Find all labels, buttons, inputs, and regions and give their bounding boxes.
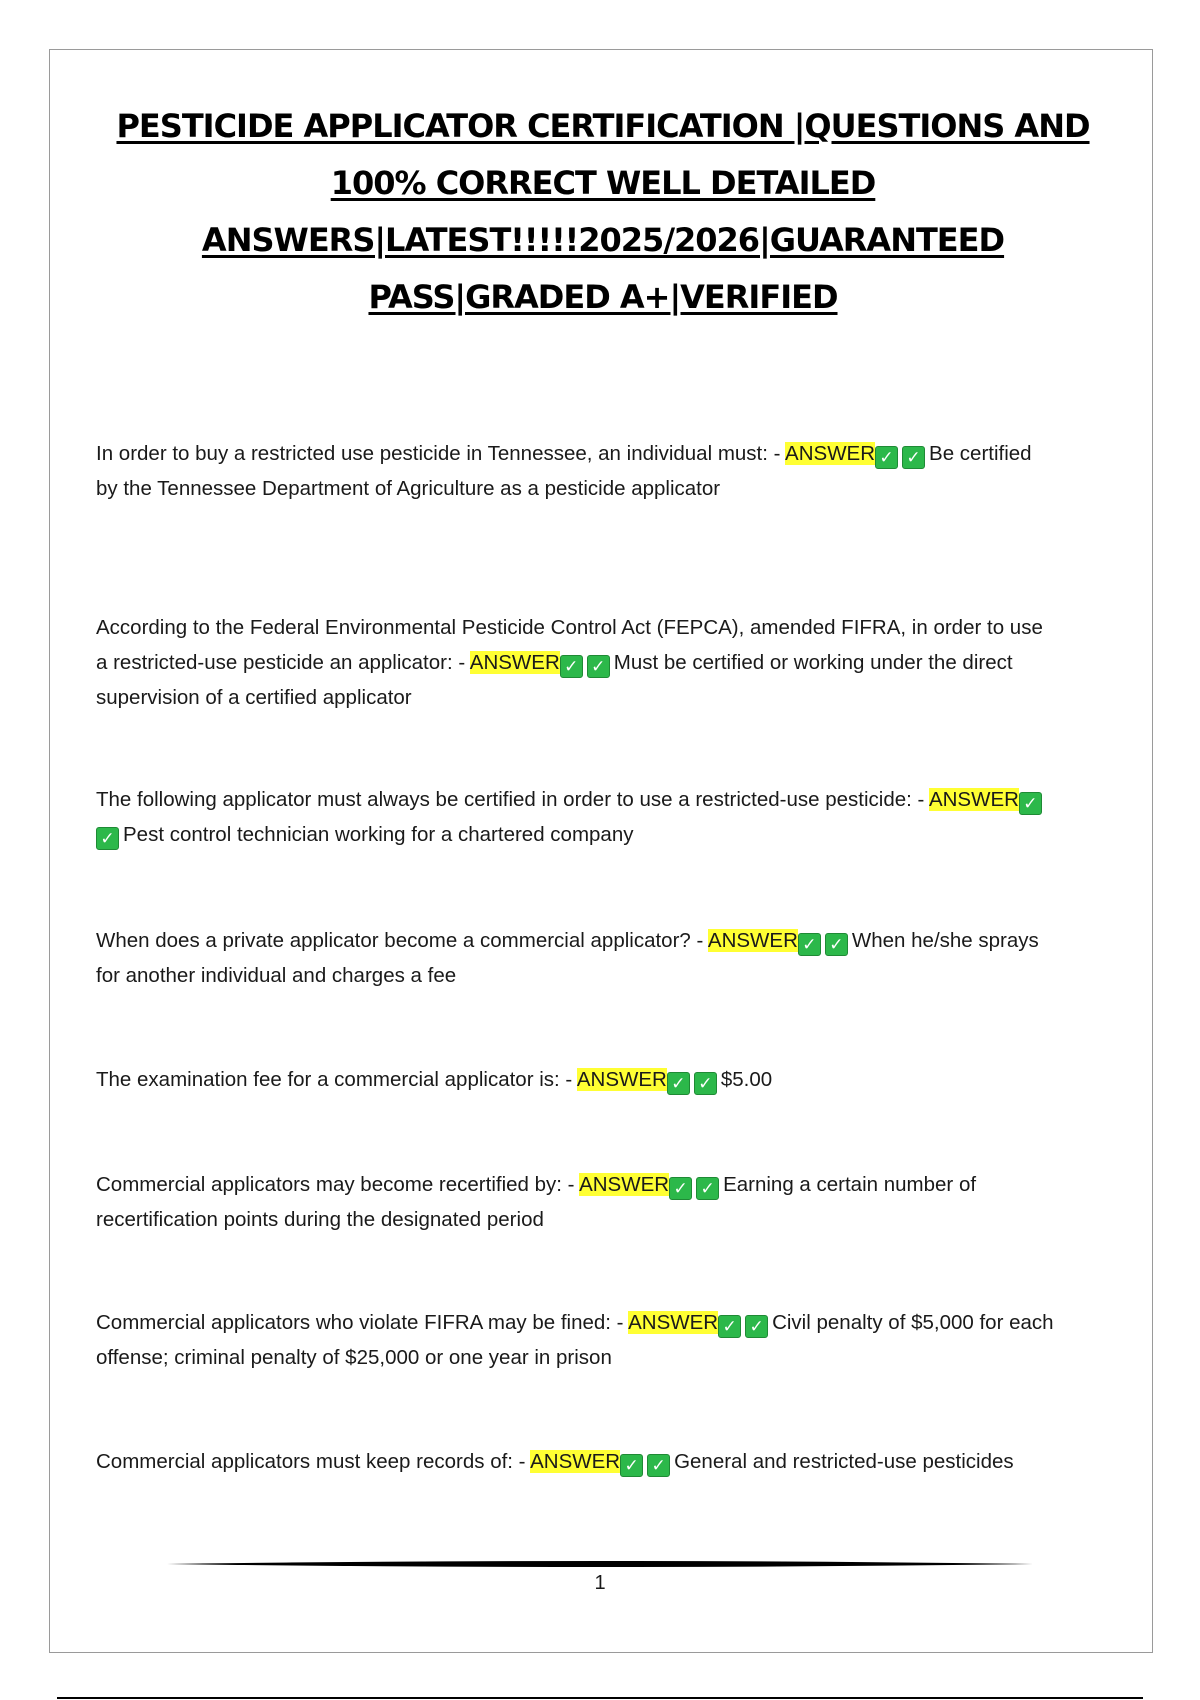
question-text: The following applicator must always be certified in order to use a restricted-use pesticide: - [96, 788, 925, 811]
answer-text: $5.00 [720, 1068, 773, 1091]
answer-text: Must be certified or working under the direct supervision of a certified applicator [96, 651, 1013, 709]
qa-item [96, 436, 1056, 506]
answer-text: Earning a certain number of recertification points during the designated period [96, 1173, 977, 1231]
answer-label: ANSWER [928, 788, 1019, 811]
check-mark-icon: ✓ [587, 655, 610, 678]
qa-item [96, 1062, 1056, 1097]
check-mark-icon: ✓ [825, 933, 848, 956]
check-mark-icon: ✓ [620, 1454, 643, 1477]
answer-label: ANSWER [628, 1311, 719, 1334]
check-mark-icon: ✓ [667, 1072, 690, 1095]
answer-text: Be certified by the Tennessee Department of Agriculture as a pesticide applicator [96, 442, 1032, 500]
qa-item [96, 1305, 1056, 1375]
question-text: Commercial applicators who violate FIFRA may be fined: - [96, 1311, 624, 1334]
check-mark-icon: ✓ [96, 827, 119, 850]
qa-item [96, 923, 1056, 993]
qa-item [96, 782, 1056, 852]
check-mark-icon: ✓ [696, 1177, 719, 1200]
question-text: When does a private applicator become a commercial applicator? - [96, 929, 704, 952]
answer-label: ANSWER [576, 1068, 667, 1091]
check-mark-icon: ✓ [560, 655, 583, 678]
check-mark-icon: ✓ [1019, 792, 1042, 815]
answer-label: ANSWER [707, 929, 798, 952]
answer-label: ANSWER [469, 651, 560, 674]
question-text: Commercial applicators may become recertified by: - [96, 1173, 575, 1196]
check-mark-icon: ✓ [798, 933, 821, 956]
check-mark-icon: ✓ [694, 1072, 717, 1095]
qa-item [96, 610, 1056, 715]
check-mark-icon: ✓ [745, 1315, 768, 1338]
qa-item [96, 1167, 1056, 1237]
question-text: The examination fee for a commercial applicator is: - [96, 1068, 573, 1091]
answer-label: ANSWER [785, 442, 876, 465]
page-number: 1 [594, 1572, 606, 1594]
question-text: In order to buy a restricted use pesticide in Tennessee, an individual must: - [96, 442, 781, 465]
check-mark-icon: ✓ [647, 1454, 670, 1477]
check-mark-icon: ✓ [902, 446, 925, 469]
question-text: According to the Federal Environmental Pesticide Control Act (FEPCA), amended FIFRA, in order to use a restricted-use pesticide an applicator: - [96, 616, 1043, 674]
answer-text: When he/she sprays for another individual and charges a fee [96, 929, 1039, 987]
qa-item [96, 1444, 1056, 1479]
answer-label: ANSWER [530, 1450, 621, 1473]
check-mark-icon: ✓ [669, 1177, 692, 1200]
answer-text: General and restricted-use pesticides [674, 1450, 1014, 1473]
question-text: Commercial applicators must keep records of: - [96, 1450, 526, 1473]
check-mark-icon: ✓ [718, 1315, 741, 1338]
answer-text: Pest control technician working for a chartered company [123, 823, 634, 846]
footer-rule [167, 1561, 1033, 1567]
answer-text: Civil penalty of $5,000 for each offense; criminal penalty of $25,000 or one year in prison [96, 1311, 1054, 1369]
answer-label: ANSWER [579, 1173, 670, 1196]
check-mark-icon: ✓ [875, 446, 898, 469]
next-page-edge [57, 1697, 1143, 1699]
document-title: PESTICIDE APPLICATOR CERTIFICATION |QUESTIONS AND 100% CORRECT WELL DETAILED ANSWERS|LATEST!!!!!2025/2026|GUARANTEED PASS|GRADED A+|VERIFIED [116, 107, 1090, 316]
